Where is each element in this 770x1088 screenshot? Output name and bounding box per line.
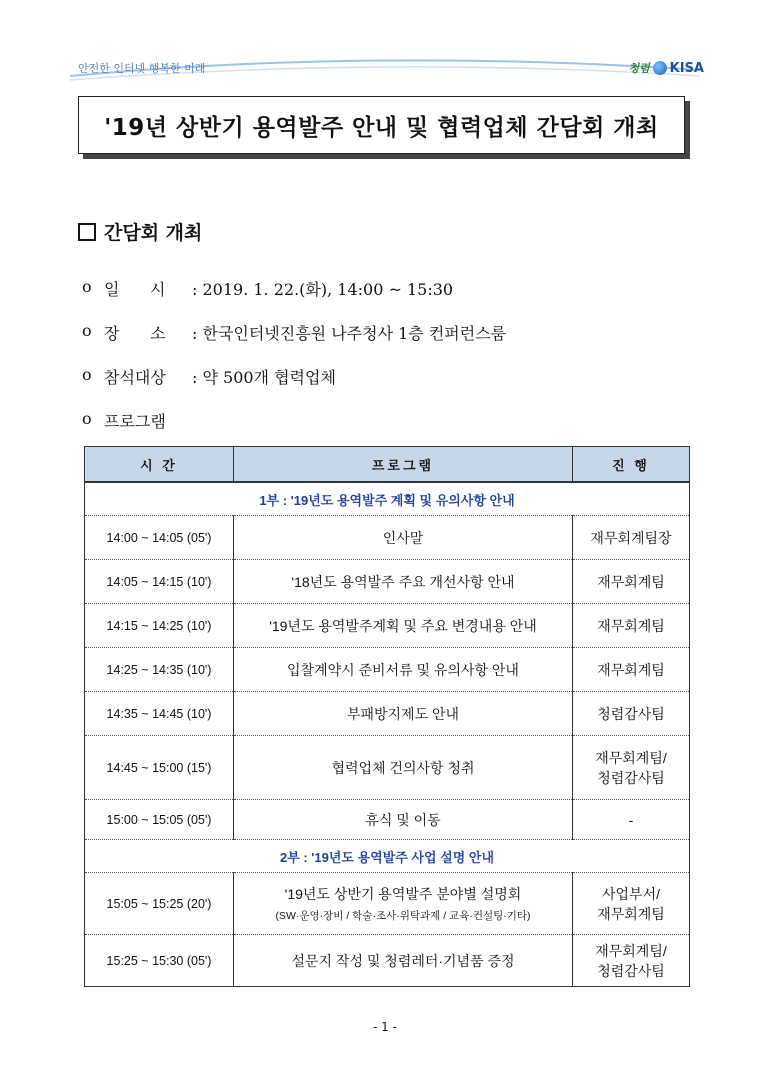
part-2-title: 2부 : '19년도 용역발주 사업 설명 안내 bbox=[85, 840, 690, 873]
logo-text: KISA bbox=[669, 60, 704, 76]
header-time: 시 간 bbox=[85, 447, 234, 483]
logo-script: 청렴 bbox=[628, 62, 650, 75]
header-program: 프로그램 bbox=[234, 447, 573, 483]
table-row: 14:00 ~ 14:05 (05') 인사말 재무회계팀장 bbox=[85, 516, 690, 560]
table-row: 14:15 ~ 14:25 (10') '19년도 용역발주계획 및 주요 변경내용 안내 재무회계팀 bbox=[85, 604, 690, 648]
table-row: 14:45 ~ 15:00 (15') 협력업체 건의사항 청취 재무회계팀/ 청렴감사팀 bbox=[85, 736, 690, 800]
document-title: '19년 상반기 용역발주 안내 및 협력업체 간담회 개최 bbox=[78, 96, 685, 154]
table-row: 15:25 ~ 15:30 (05') 설문지 작성 및 청렴레터·기념품 증정 재무회계팀/ 청렴감사팀 bbox=[85, 935, 690, 987]
info-attendees: o 참석대상 : 약 500개 협력업체 bbox=[82, 365, 336, 387]
header-slogan: 안전한 인터넷 행복한 미래 bbox=[78, 62, 206, 75]
table-row: 15:00 ~ 15:05 (05') 휴식 및 이동 - bbox=[85, 800, 690, 840]
info-program: o 프로그램 bbox=[82, 409, 166, 431]
page-number: - 1 - bbox=[373, 1020, 397, 1034]
table-row: 14:05 ~ 14:15 (10') '18년도 용역발주 주요 개선사항 안내 재무회계팀 bbox=[85, 560, 690, 604]
checkbox-square-icon bbox=[78, 223, 96, 241]
part-1-title: 1부 : '19년도 용역발주 계획 및 유의사항 안내 bbox=[85, 482, 690, 516]
part-2-row bbox=[85, 840, 690, 873]
table-header-row bbox=[85, 447, 690, 483]
info-datetime: o 일 시 : 2019. 1. 22.(화), 14:00 ~ 15:30 bbox=[82, 277, 454, 299]
section-heading-text: 간담회 개최 bbox=[104, 222, 203, 244]
table-row: 14:35 ~ 14:45 (10') 부패방지제도 안내 청렴감사팀 bbox=[85, 692, 690, 736]
kisa-logo bbox=[628, 60, 704, 76]
header-role: 진 행 bbox=[573, 447, 690, 483]
program-table bbox=[84, 446, 690, 987]
table-row: 15:05 ~ 15:25 (20') '19년도 상반기 용역발주 분야별 설명회 (SW·운영·장비 / 학술·조사·위탁과제 / 교육·컨설팅·기타) 사업부서/ 재무회계팀 bbox=[85, 873, 690, 935]
section-heading bbox=[78, 218, 202, 245]
part-1-row bbox=[85, 482, 690, 516]
globe-icon bbox=[653, 61, 667, 75]
table-row: 14:25 ~ 14:35 (10') 입찰계약시 준비서류 및 유의사항 안내 재무회계팀 bbox=[85, 648, 690, 692]
info-location: o 장 소 : 한국인터넷진흥원 나주청사 1층 컨퍼런스룸 bbox=[82, 321, 507, 343]
